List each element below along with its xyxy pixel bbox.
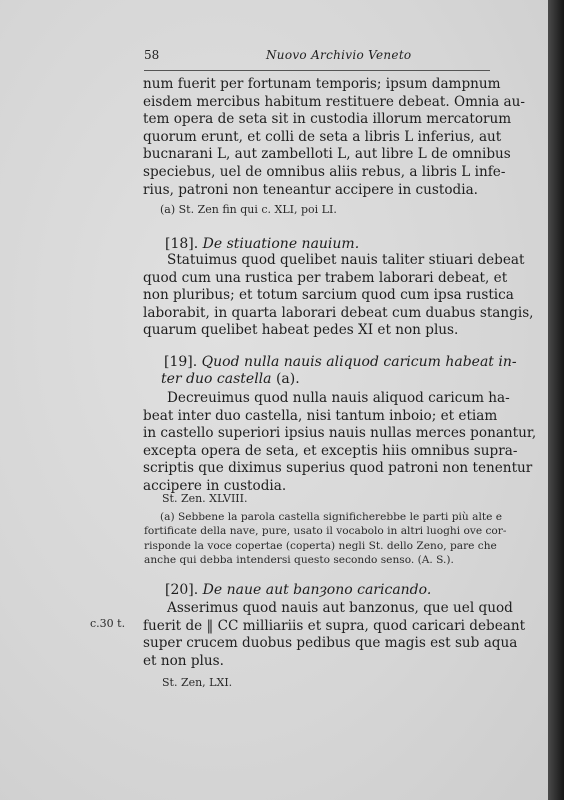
page-header	[144, 46, 490, 71]
source-note: St. Zen, LXI.	[162, 676, 233, 689]
section-title: De naue aut banȝono caricando.	[202, 582, 432, 598]
section-number: [18].	[165, 236, 199, 252]
scan-dark-edge	[548, 0, 564, 800]
text-line: quod cum una rustica per trabem laborari debeat, et	[143, 269, 508, 286]
section-heading-18	[165, 236, 359, 252]
section-19-body	[143, 390, 537, 496]
text-line: Decreuimus quod nulla nauis aliquod caricum ha-	[167, 390, 510, 406]
text-line: quarum quelibet habeat pedes XI et non plus.	[143, 322, 459, 339]
text-line: laborabit, in quarta laborari debeat cum duabus stangis,	[143, 304, 534, 321]
text-line: Statuimus quod quelibet nauis taliter stiuari debeat	[167, 252, 525, 268]
footnote-ref: (a).	[275, 371, 300, 387]
text-line: et non plus.	[143, 652, 224, 669]
section-20-body	[143, 600, 526, 670]
footnote-line: risponde la voce copertae (coperta) negli St. dello Zeno, pare che	[144, 539, 497, 552]
text-line: quorum erunt, et colli de seta a libris L inferius, aut	[143, 128, 502, 145]
source-note: (a) St. Zen fin qui c. XLI, poi LI.	[160, 203, 337, 216]
footnote	[144, 510, 507, 568]
text-line: non pluribus; et totum sarcium quod cum ipsa rustica	[143, 287, 514, 304]
text-line: num fuerit per fortunam temporis; ipsum dampnum	[143, 76, 501, 92]
text-line: accipere in custodia.	[143, 477, 287, 494]
footnote-line: (a) Sebbene la parola castella significherebbe le parti più alte e	[160, 511, 502, 523]
text-line: beat inter duo castella, nisi tantum inboio; et etiam	[143, 407, 498, 424]
page-number: 58	[144, 48, 160, 62]
text-line: tem opera de seta sit in custodia illorum mercatorum	[143, 111, 512, 128]
margin-folio-note: c.30 t.	[90, 617, 126, 630]
text-line: bucnarani L, aut zambelloti L, aut libre L de omnibus	[143, 146, 511, 163]
running-title: Nuovo Archivio Veneto	[266, 48, 412, 62]
continued-paragraph	[143, 76, 525, 199]
text-line: scriptis que diximus superius quod patroni non tenentur	[143, 460, 533, 477]
text-line: excepta opera de seta, et exceptis hiis omnibus supra-	[143, 442, 518, 459]
section-heading-20	[165, 582, 431, 598]
footnote-line: anche qui debba intendersi questo secondo senso. (A. S.).	[144, 554, 454, 567]
section-heading-19	[161, 354, 517, 388]
footnote-line: fortificate della nave, pure, usato il vocabolo in altri luoghi ove cor-	[144, 525, 507, 538]
text-line: eisdem mercibus habitum restituere debeat. Omnia au-	[143, 93, 525, 110]
section-title: Quod nulla nauis aliquod caricum habeat in-	[201, 354, 517, 370]
section-number: [20].	[165, 582, 199, 598]
section-title-cont: ter duo castella	[161, 371, 272, 387]
section-18-body	[143, 252, 534, 340]
source-note: St. Zen. XLVIII.	[162, 492, 248, 505]
text-line: super crucem duobus pedibus que magis est sub aqua	[143, 635, 518, 652]
text-line: Asserimus quod nauis aut banzonus, que uel quod	[167, 600, 513, 616]
section-title: De stiuatione nauium.	[202, 236, 360, 252]
text-line: rius, patroni non teneantur accipere in custodia.	[143, 181, 478, 198]
text-line: in castello superiori ipsius nauis nullas merces ponantur,	[143, 425, 537, 442]
text-line: speciebus, uel de omnibus aliis rebus, a libris L infe-	[143, 163, 506, 180]
text-line: fuerit de ‖ CC milliariis et supra, quod caricari debeant	[143, 617, 526, 634]
section-number: [19].	[164, 354, 198, 370]
